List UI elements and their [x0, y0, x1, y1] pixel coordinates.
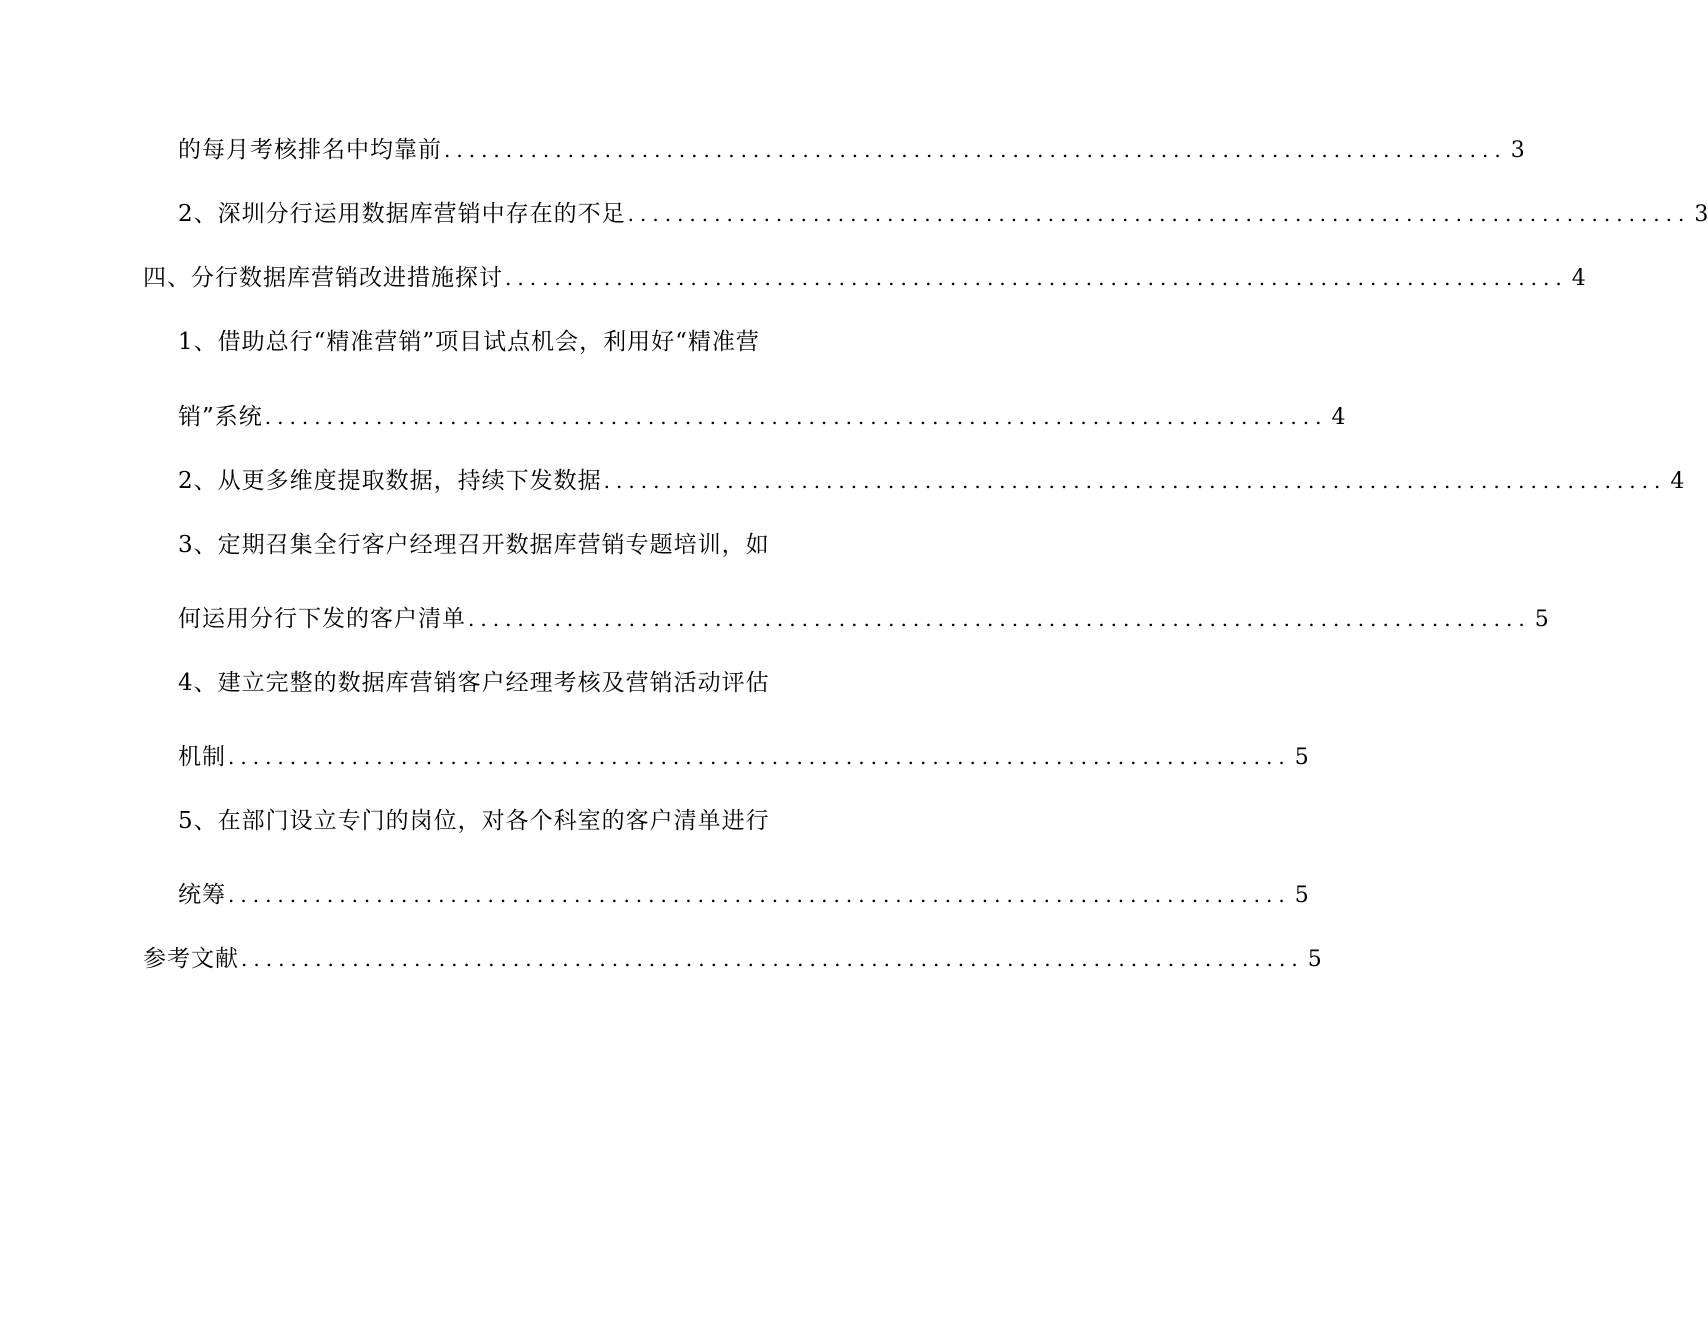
toc-entry-text: 的每月考核排名中均靠前 [178, 137, 442, 163]
toc-entry[interactable] [143, 944, 1322, 975]
toc-entry-first-line[interactable]: 5、在部门设立专门的岗位，对各个科室的客户清单进行 [178, 808, 770, 834]
dot-leader: ...................................................................................... [444, 138, 1507, 162]
dot-leader: ...................................................................................... [505, 266, 1568, 290]
toc-entry-text: 四、分行数据库营销改进措施探讨 [143, 265, 503, 291]
toc-page-number: 5 [1534, 607, 1549, 632]
toc-entry[interactable] [178, 604, 1549, 635]
toc-entry[interactable] [178, 199, 1708, 230]
toc-entry-text: 何运用分行下发的客户清单 [178, 606, 466, 632]
toc-entry-text: 机制 [178, 744, 226, 770]
toc-page-number: 4 [1571, 266, 1586, 291]
toc-entry-text: 销”系统 [178, 404, 263, 430]
toc-page-number: 5 [1294, 745, 1309, 770]
dot-leader: ...................................................................................... [603, 469, 1667, 493]
toc-entry[interactable] [178, 402, 1346, 433]
toc-page-number: 3 [1694, 202, 1708, 227]
toc-page-number: 5 [1307, 947, 1322, 972]
toc-page-number: 4 [1670, 469, 1685, 494]
toc-page-number: 4 [1331, 405, 1346, 430]
toc-page-number: 3 [1510, 138, 1525, 163]
toc-entry[interactable] [178, 880, 1309, 911]
toc-entry[interactable] [178, 466, 1685, 497]
dot-leader: ...................................................................................... [468, 607, 1531, 631]
toc-entry[interactable] [178, 135, 1525, 166]
toc-entry-first-line[interactable]: 1、借助总行“精准营销”项目试点机会，利用好“精准营 [178, 329, 760, 355]
toc-entry-text: 2、深圳分行运用数据库营销中存在的不足 [178, 201, 626, 227]
dot-leader: ...................................................................................... [264, 405, 1328, 429]
dot-leader: ...................................................................................... [228, 745, 1291, 769]
toc-entry-first-line[interactable]: 4、建立完整的数据库营销客户经理考核及营销活动评估 [178, 670, 770, 696]
dot-leader: ...................................................................................... [228, 883, 1291, 907]
dot-leader: ...................................................................................... [627, 202, 1691, 226]
toc-entry-text: 2、从更多维度提取数据，持续下发数据 [178, 468, 602, 494]
toc-entry[interactable] [178, 742, 1309, 773]
toc-entry[interactable] [143, 263, 1586, 294]
dot-leader: ...................................................................................... [241, 947, 1304, 971]
toc-entry-text: 参考文献 [143, 946, 239, 972]
toc-entry-first-line[interactable]: 3、定期召集全行客户经理召开数据库营销专题培训，如 [178, 532, 770, 558]
toc-page-number: 5 [1294, 883, 1309, 908]
toc-entry-text: 统筹 [178, 882, 226, 908]
